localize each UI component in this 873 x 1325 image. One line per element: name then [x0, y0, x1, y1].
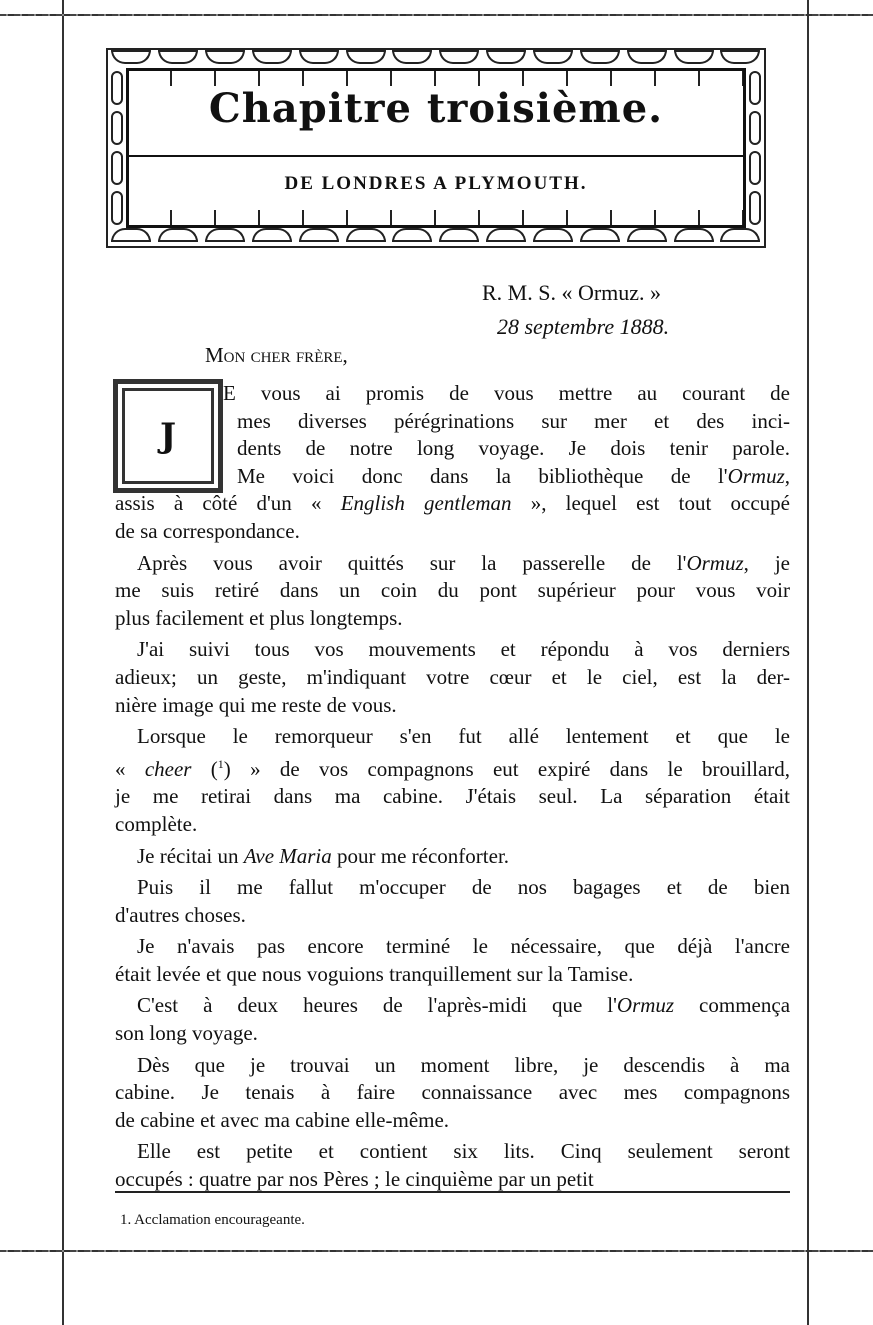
text-line [115, 664, 790, 692]
text-segment: Elle est petite et contient six lits. Cinq seulement seront [137, 1139, 790, 1164]
text-segment: « [115, 756, 145, 781]
text-line [115, 1052, 790, 1080]
body-text [115, 380, 790, 1194]
text-line [115, 902, 790, 930]
text-line [115, 550, 790, 578]
page-edge-left [62, 0, 64, 1325]
text-segment: Puis il me fallut m'occuper de nos bagages et de bien [137, 875, 790, 900]
text-line [115, 605, 790, 633]
text-segment: d'autres choses. [115, 902, 246, 927]
text-line [115, 577, 790, 605]
text-segment: son long voyage. [115, 1021, 258, 1046]
text-segment: occupés : quatre par nos Pères ; le cinquième par un petit [115, 1167, 594, 1192]
text-line [115, 408, 790, 436]
text-segment: commença [674, 993, 791, 1018]
text-segment: ( [191, 756, 218, 781]
text-line [115, 1138, 790, 1166]
text-segment: assis à côté d'un « [115, 491, 341, 516]
text-line [115, 843, 790, 871]
drop-cap-letter: J [159, 416, 177, 456]
text-segment: E vous ai promis de vous mettre au courant de [223, 381, 790, 405]
scan-rule-top [0, 14, 873, 16]
text-line [115, 636, 790, 664]
chapter-subtitle: DE LONDRES A PLYMOUTH. [284, 173, 588, 194]
text-segment: Dès que je trouvai un moment libre, je descendis à ma [137, 1052, 790, 1077]
footnote-divider [115, 1191, 790, 1193]
text-segment: Je n'avais pas encore terminé le nécessaire, que déjà l'ancre [137, 934, 790, 959]
text-segment: Me voici donc dans la bibliothèque de l' [237, 463, 728, 488]
text-segment: ) » de vos compagnons eut expiré dans le brouillard, [223, 756, 791, 781]
text-segment: je me retirai dans ma cabine. J'étais seul. La séparation était [115, 784, 790, 809]
text-line [115, 961, 790, 989]
text-segment: Ave Maria [243, 843, 332, 868]
text-line [115, 992, 790, 1020]
text-segment: adieux; un geste, m'indiquant votre cœur et le ciel, est la der- [115, 664, 790, 689]
text-line [115, 490, 790, 518]
text-line [115, 1166, 790, 1194]
text-segment: C'est à deux heures de l'après-midi que l' [137, 993, 617, 1018]
paragraph [115, 380, 790, 546]
text-segment: Ormuz [727, 463, 785, 488]
text-line [115, 435, 790, 463]
text-segment: Après vous avoir quittés sur la passerelle de l' [137, 550, 687, 575]
ornament-border-icon [108, 228, 764, 246]
chapter-header-box [126, 68, 746, 228]
footnote: 1. Acclamation encourageante. [120, 1212, 305, 1228]
paragraph [115, 843, 790, 871]
text-line [115, 692, 790, 720]
text-line [115, 380, 790, 408]
text-segment: English gentleman [340, 491, 512, 516]
ship-name: R. M. S. « Ormuz. » [482, 280, 662, 305]
text-segment: cabine. Je tenais à faire connaissance avec mes compagnons [115, 1080, 790, 1105]
text-segment: mes diverses pérégrinations sur mer et des inci- [237, 408, 790, 433]
paragraph [115, 933, 790, 988]
text-segment: me suis retiré dans un coin du pont supérieur pour vous voir [115, 578, 790, 603]
text-segment: cheer [144, 756, 192, 781]
text-line [115, 1079, 790, 1107]
paragraph [115, 723, 790, 838]
ornament-border-icon [108, 50, 764, 68]
text-line [115, 463, 790, 491]
text-segment: dents de notre long voyage. Je dois tenir parole. [237, 436, 790, 461]
text-segment: , [784, 463, 790, 488]
text-line [115, 751, 790, 784]
text-line [115, 933, 790, 961]
text-segment: », lequel est tout occupé [511, 491, 790, 516]
paragraph [115, 992, 790, 1047]
text-line [115, 811, 790, 839]
letter-date: 28 septembre 1888. [497, 314, 670, 339]
chapter-title: Chapitre troisième. [208, 85, 664, 132]
text-segment: Lorsque le remorqueur s'en fut allé lentement et que le [137, 724, 790, 749]
footnote-ref: 1 [217, 756, 224, 771]
paragraph [115, 874, 790, 929]
text-line [115, 1020, 790, 1048]
text-segment: nière image qui me reste de vous. [115, 692, 397, 717]
text-segment: , je [743, 550, 790, 575]
text-segment: Je récitai un [137, 843, 244, 868]
text-segment: Ormuz [616, 993, 675, 1018]
text-line [115, 874, 790, 902]
greeting: Mon cher frère, [205, 343, 348, 367]
divider [129, 155, 743, 157]
text-segment: de cabine et avec ma cabine elle-même. [115, 1107, 450, 1132]
paragraph [115, 1052, 790, 1135]
paragraph [115, 636, 790, 719]
text-line [115, 723, 790, 751]
text-segment: était levée et que nous voguions tranquillement sur la Tamise. [115, 961, 634, 986]
paragraph [115, 550, 790, 633]
text-segment: Ormuz [686, 550, 744, 575]
chapter-header-frame [108, 50, 764, 246]
page-edge-right [807, 0, 809, 1325]
text-segment: J'ai suivi tous vos mouvements et répondu à vos derniers [137, 637, 790, 662]
scan-rule-bottom [0, 1250, 873, 1252]
text-line [115, 518, 790, 546]
text-segment: plus facilement et plus longtemps. [115, 605, 403, 630]
paragraph [115, 1138, 790, 1193]
ornament-border-icon [746, 68, 764, 228]
text-segment: complète. [115, 811, 198, 836]
ornament-border-icon [108, 68, 126, 228]
text-segment: pour me réconforter. [331, 843, 510, 868]
text-segment: de sa correspondance. [115, 518, 300, 543]
text-line [115, 783, 790, 811]
text-line [115, 1107, 790, 1135]
